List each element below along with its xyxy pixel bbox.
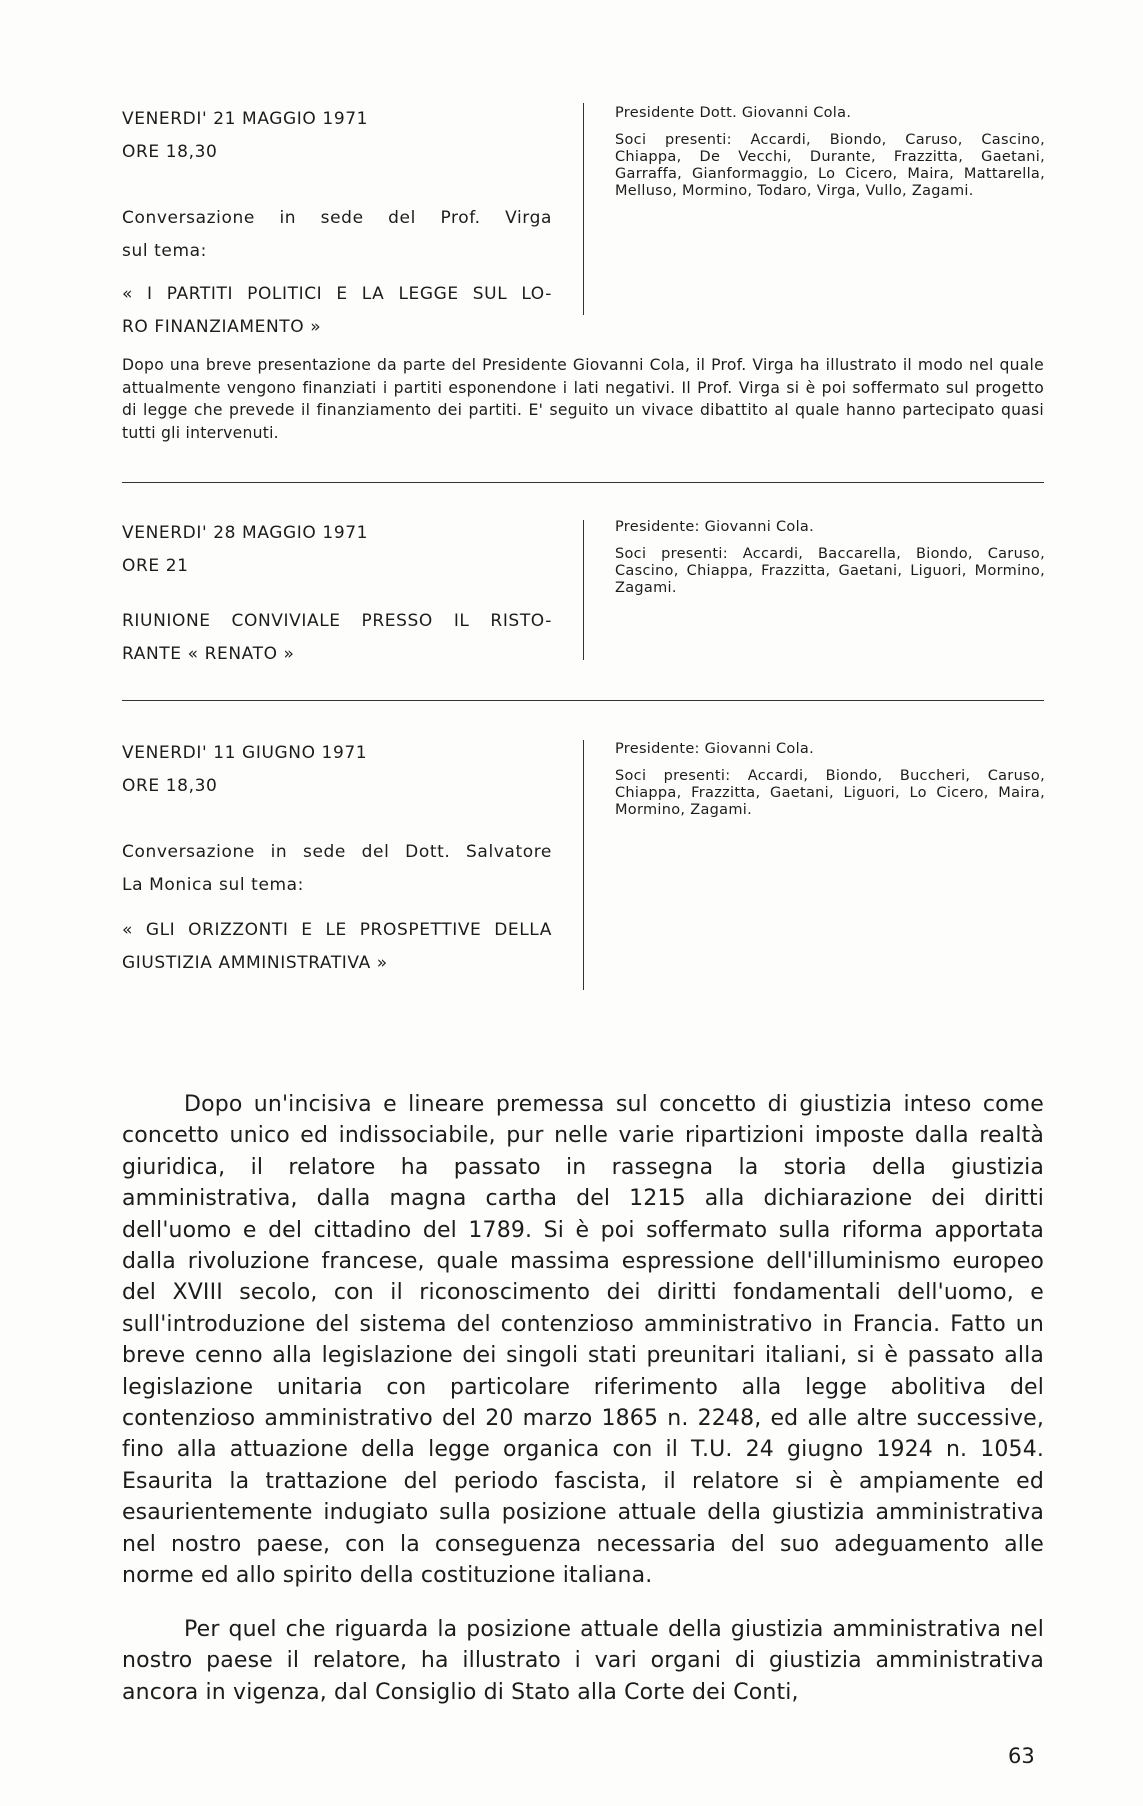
body-paragraph-2: Per quel che riguarda la posizione attuale della giustizia amministrativa nel nostro paese il relatore, ha illustrato i vari organi di giustizia amministrativa ancora in vigenza, dal Consiglio di Stato alla Corte dei Conti, — [122, 1617, 1044, 1705]
meeting3-date: VENERDI' 11 GIUGNO 1971 — [122, 743, 368, 763]
separator — [122, 700, 1044, 701]
meeting3-left-column — [122, 737, 552, 980]
meeting3-president: Presidente: Giovanni Cola. — [615, 741, 814, 757]
meeting3-right-column — [615, 741, 1045, 819]
meeting1-summary: Dopo una breve presentazione da parte del Presidente Giovanni Cola, il Prof. Virga ha illustrato il modo nel quale attualmente vengono finanziati i partiti esponendone i lati negativi. Il Prof. Virga si è poi soffermato sul progetto di legge che prevede il finanziamento dei partiti. E' seguito un vivace dibattito al quale hanno partecipato quasi tutti gli intervenuti. — [122, 356, 1044, 442]
meeting2-divider — [583, 520, 584, 660]
meeting1-date: VENERDI' 21 MAGGIO 1971 — [122, 109, 369, 129]
meeting3-conversation: Conversazione in sede del Dott. Salvatore — [122, 842, 552, 862]
body-paragraph-1: Dopo un'incisiva e lineare premessa sul concetto di giustizia inteso come concetto unico ed indissociabile, pur nelle varie ripartizioni imposte dalla realtà giuridica, il relatore ha passato in rassegna la storia della giustizia amministrativa, dalla magna cartha del 1215 alla dichiarazione dei diritti dell'uomo e del cittadino del 1789. Si è poi soffermato sulla riforma apportata dalla rivoluzione francese, quale massima espressione dell'illuminismo europeo del XVIII secolo, con il riconoscimento dei diritti fondamentali dell'uomo, e sull'introduzione del sistema del contenzioso amministrativo in Francia. Fatto un breve cenno alla legislazione dei singoli stati preunitari italiani, si è passato alla legislazione unitaria con particolare riferimento alla legge abolitiva del contenzioso amministrativo del 20 marzo 1865 n. 2248, ed alle altre successive, fino alla attuazione della legge organica con il T.U. 24 giugno 1924 n. 1054. Esaurita la trattazione del periodo fascista, il relatore si è ampiamente ed esaurientemente indugiato sulla posizione attuale della giustizia amministrativa nel nostro paese, con la conseguenza necessaria del suo adeguamento alle norme ed allo spirito della costituzione italiana. — [122, 1092, 1044, 1589]
meeting1-members: Soci presenti: Accardi, Biondo, Caruso, Cascino, Chiappa, De Vecchi, Durante, Frazzitta, Gaetani, Garraffa, Gianformaggio, Lo Cicero, Maira, Mattarella, Melluso, Mormino, Todaro, Virga, Vullo, Zagami. — [615, 132, 1045, 199]
meeting3-conversation-cont: La Monica sul tema: — [122, 875, 305, 895]
meeting3-topic-cont: GIUSTIZIA AMMINISTRATIVA » — [122, 953, 388, 973]
meeting3-time: ORE 18,30 — [122, 776, 218, 796]
separator — [122, 482, 1044, 483]
meeting3-divider — [583, 740, 584, 990]
meeting2-president: Presidente: Giovanni Cola. — [615, 519, 814, 535]
meeting2-event: RIUNIONE CONVIVIALE PRESSO IL RISTO- — [122, 611, 552, 631]
meeting1-topic-cont: RO FINANZIAMENTO » — [122, 317, 322, 337]
meeting1-divider — [583, 103, 584, 315]
meeting1-conversation-cont: sul tema: — [122, 241, 207, 261]
meeting3-topic: « GLI ORIZZONTI E LE PROSPETTIVE DELLA — [122, 920, 552, 940]
meeting1-right-column — [615, 105, 1045, 200]
meeting1-time: ORE 18,30 — [122, 142, 218, 162]
meeting2-date: VENERDI' 28 MAGGIO 1971 — [122, 523, 369, 543]
page-number: 63 — [1008, 1744, 1035, 1768]
meeting1-conversation: Conversazione in sede del Prof. Virga — [122, 208, 552, 228]
meeting2-right-column — [615, 519, 1045, 597]
meeting1-president: Presidente Dott. Giovanni Cola. — [615, 105, 852, 121]
meeting2-event-cont: RANTE « RENATO » — [122, 644, 295, 664]
meeting2-members: Soci presenti: Accardi, Baccarella, Biondo, Caruso, Cascino, Chiappa, Frazzitta, Gaetani, Liguori, Mormino, Zagami. — [615, 546, 1045, 596]
meeting2-left-column — [122, 517, 552, 671]
meeting1-left-column — [122, 103, 552, 344]
meeting3-members: Soci presenti: Accardi, Biondo, Buccheri, Caruso, Chiappa, Frazzitta, Gaetani, Liguori, Lo Cicero, Maira, Mormino, Zagami. — [615, 768, 1045, 818]
meeting2-time: ORE 21 — [122, 556, 189, 576]
meeting1-topic: « I PARTITI POLITICI E LA LEGGE SUL LO- — [122, 284, 552, 304]
